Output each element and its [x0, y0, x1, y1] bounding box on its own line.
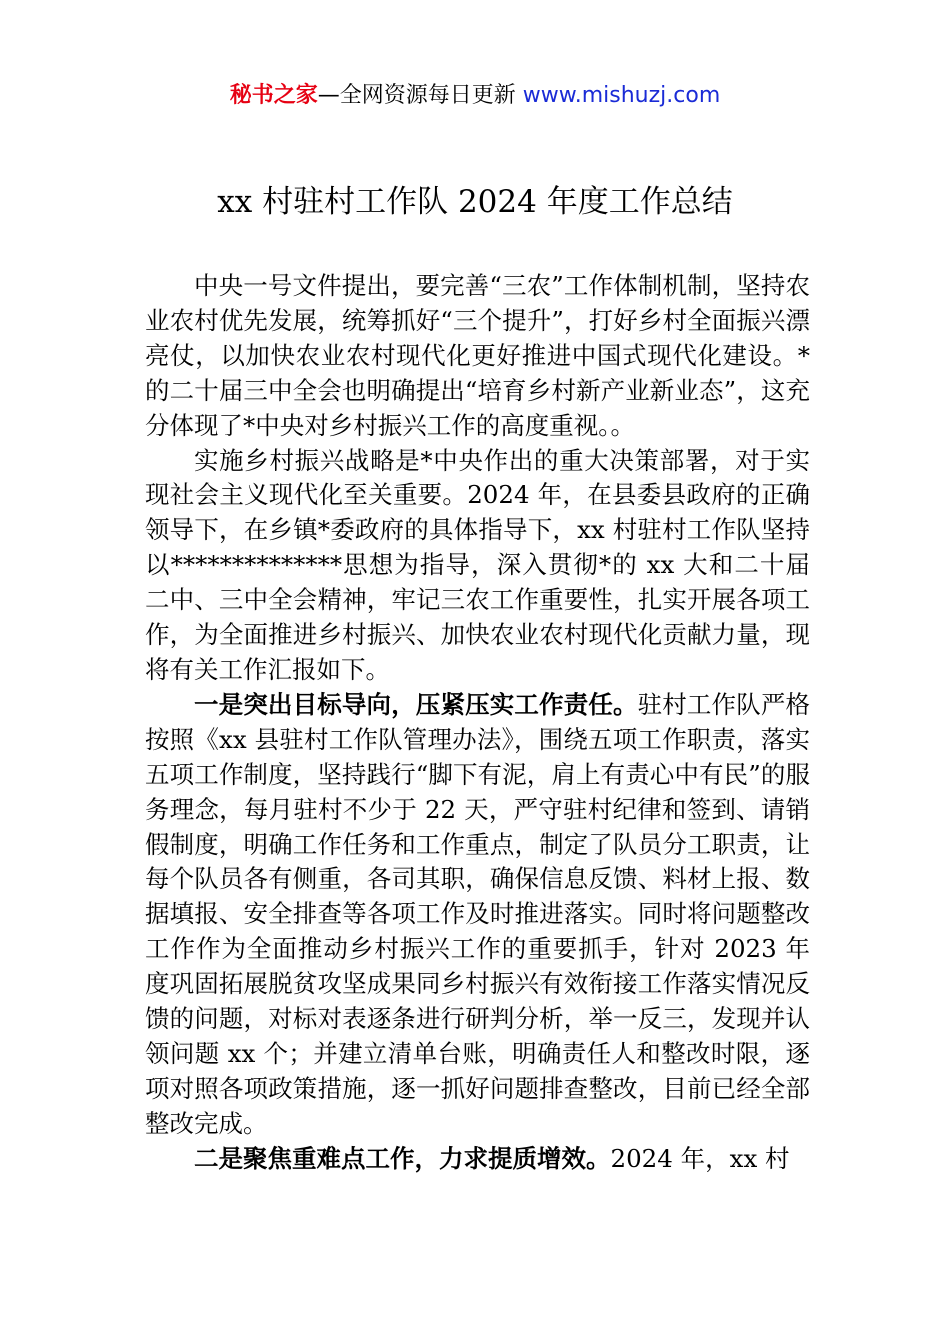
paragraph-3-text: 驻村工作队严格按照《xx 县驻村工作队管理办法》，围绕五项工作职责，落实五项工作制度，坚持践行“脚下有泥，肩上有责心中有民”的服务理念，每月驻村不少于 22 天，严守驻村纪律和签到、请销假制度，明确工作任务和工作重点，制定了队员分工职责，让每个队员各有侧重，各司其职，确保信息反馈、料材上报、数据填报、安全排查等各项工作及时推进落实。同时将问题整改工作作为全面推动乡村振兴工作的重要抓手，针对 2023 年度巩固拓展脱贫攻坚成果同乡村振兴有效衔接工作落实情况反馈的问题，对标对表逐条进行研判分析，举一反三，发现并认领问题 xx 个；并建立清单台账，明确责任人和整改时限，逐项对照各项政策措施，逐一抓好问题排查整改，目前已经全部整改完成。	[145, 689, 810, 1138]
paragraph-1-text: 中央一号文件提出，要完善“三农”工作体制机制，坚持农业农村优先发展，统筹抓好“三个提升”，打好乡村全面振兴漂亮仗，以加快农业农村现代化更好推进中国式现代化建设。*的二十届三中全会也明确提出“培育乡村新产业新业态”，这充分体现了*中央对乡村振兴工作的高度重视。。	[145, 271, 810, 440]
site-url-link[interactable]: www.mishuzj.com	[522, 83, 721, 108]
site-brand: 秘书之家	[229, 83, 318, 108]
paragraph-3	[145, 688, 810, 1142]
site-tagline: —全网资源每日更新	[317, 83, 523, 108]
document-body	[145, 269, 810, 1177]
site-header	[0, 80, 950, 112]
paragraph-2-text: 实施乡村振兴战略是*中央作出的重大决策部署，对于实现社会主义现代化至关重要。2024 年，在县委县政府的正确领导下，在乡镇*委政府的具体指导下，xx 村驻村工作队坚持以**************思想为指导，深入贯彻*的 xx 大和二十届二中、三中全会精神，牢记三农工作重要性，扎实开展各项工作，为全面推进乡村振兴、加快农业农村现代化贡献力量，现将有关工作汇报如下。	[145, 445, 810, 684]
document-title: xx 村驻村工作队 2024 年度工作总结	[217, 184, 733, 220]
paragraph-1	[145, 269, 810, 444]
paragraph-2	[145, 444, 810, 688]
paragraph-4	[145, 1142, 810, 1177]
paragraph-4-lead: 二是聚焦重难点工作，力求提质增效。	[194, 1143, 611, 1173]
paragraph-4-text: 2024 年，xx 村	[610, 1143, 790, 1173]
paragraph-3-lead: 一是突出目标导向，压紧压实工作责任。	[194, 689, 638, 719]
